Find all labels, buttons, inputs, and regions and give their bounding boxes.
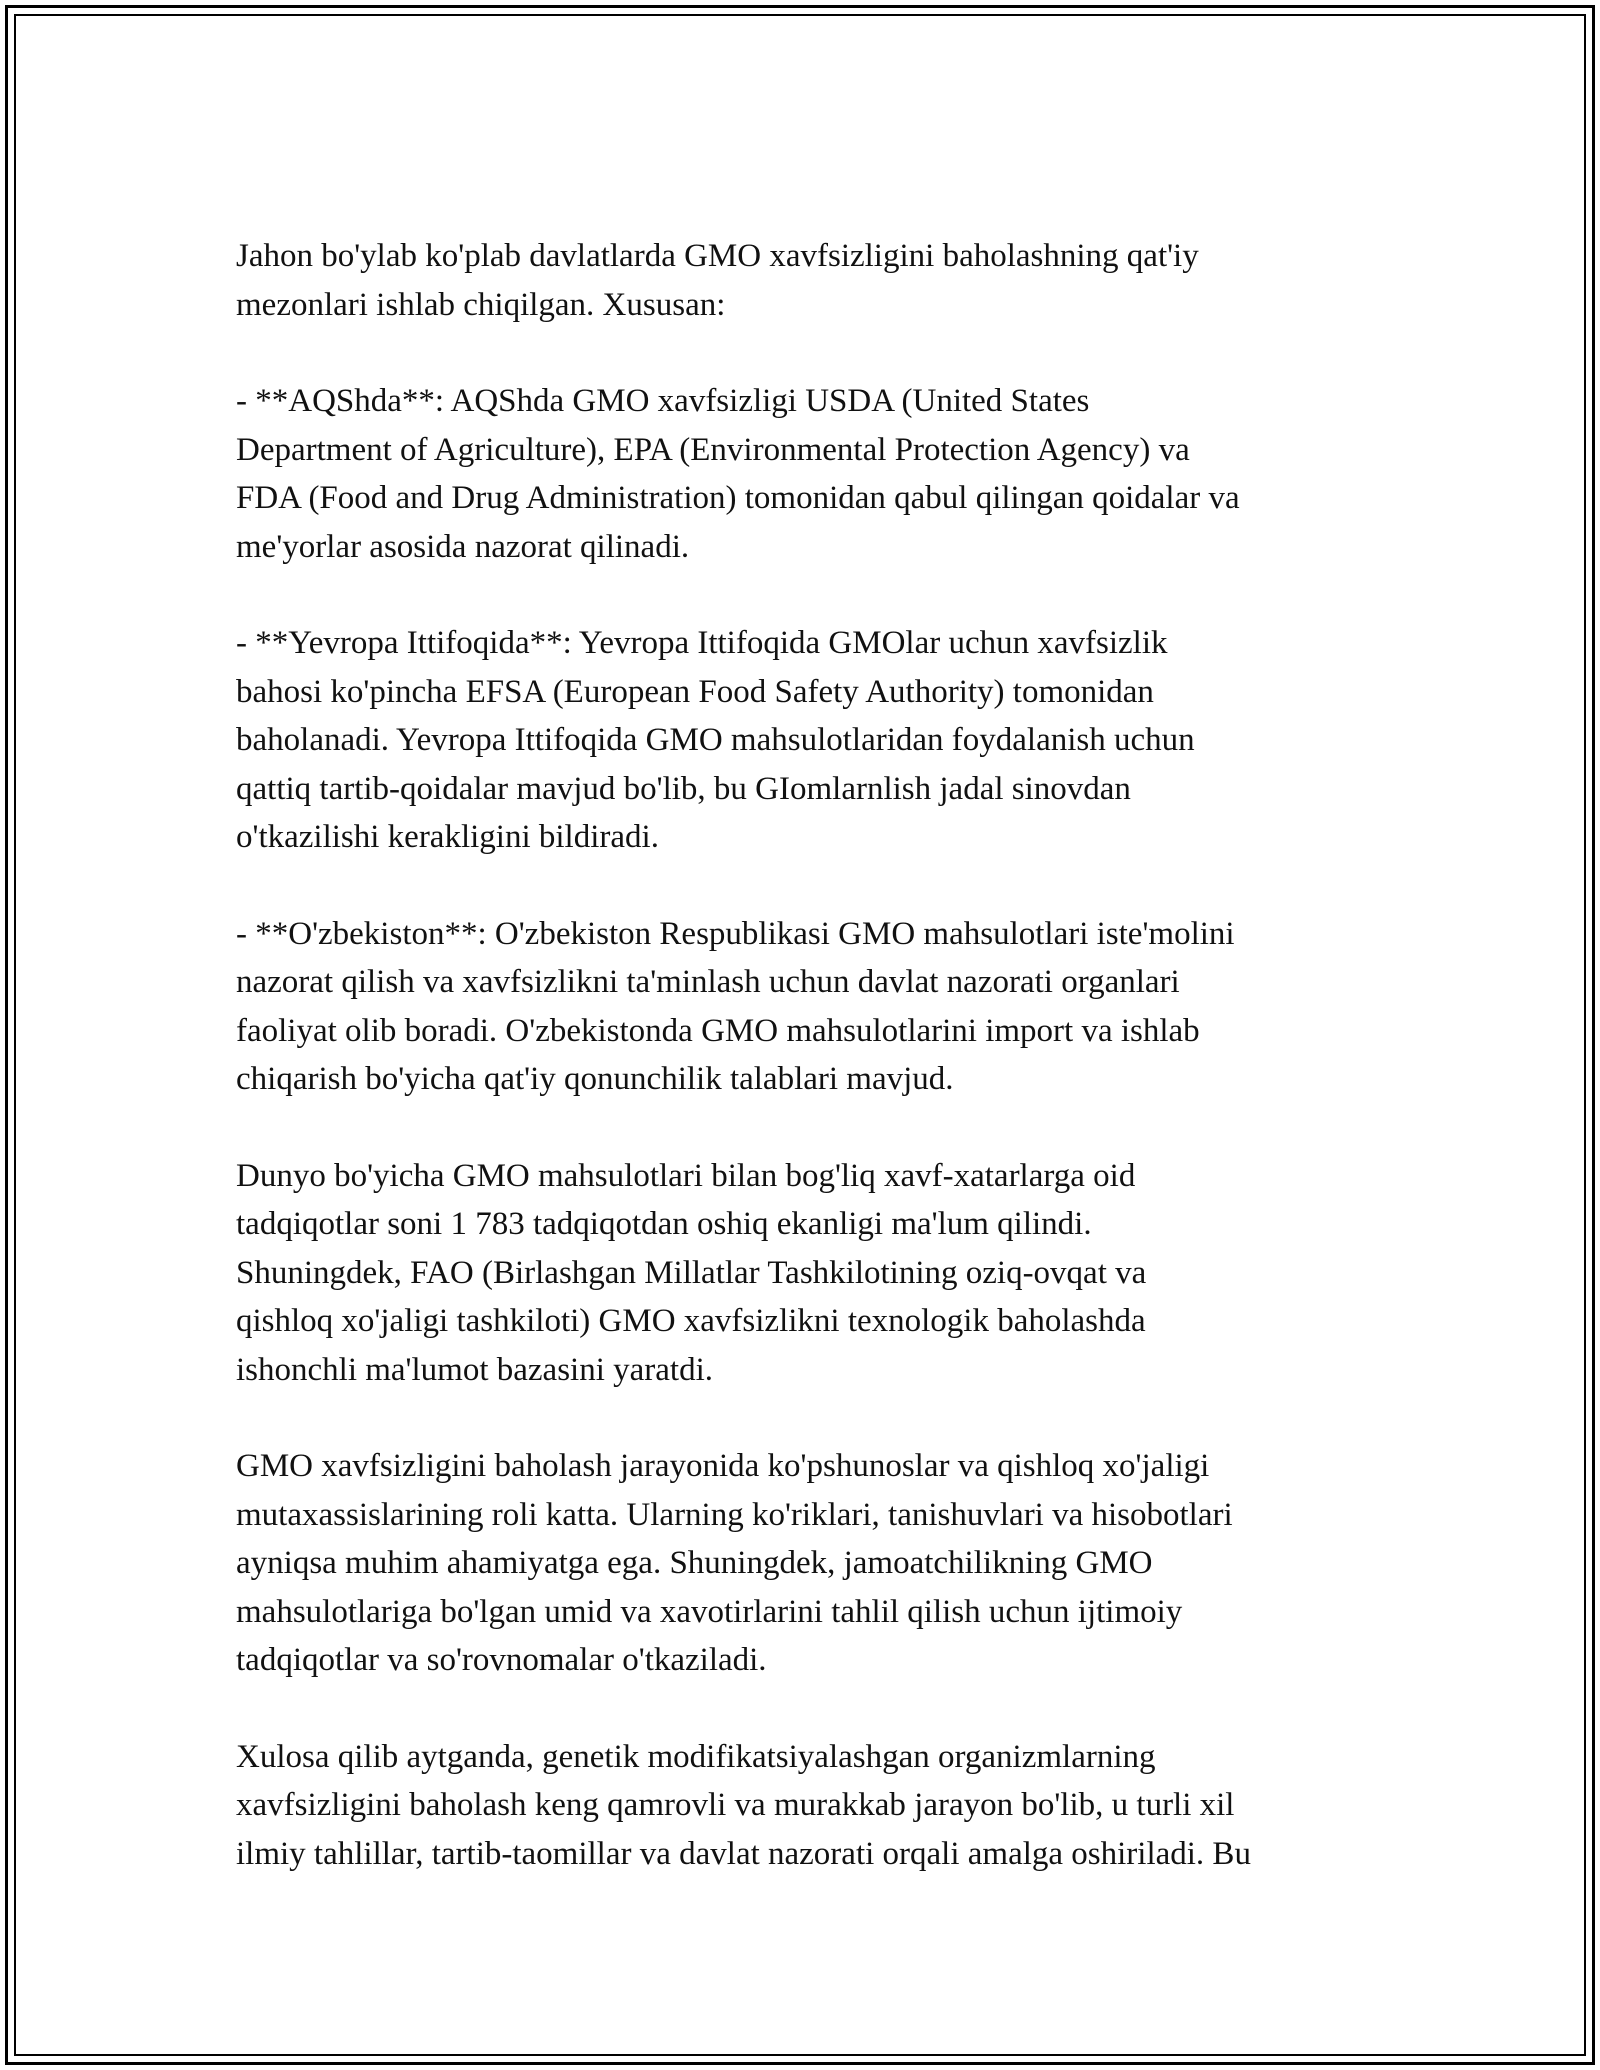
text-line: GMO xavfsizligini baholash jarayonida ko'pshunoslar va qishloq xo'jaligi [236,1448,1210,1484]
text-line: ilmiy tahlillar, tartib-taomillar va davlat nazorati orqali amalga oshiriladi. Bu [236,1835,1251,1872]
text-line: faoliyat olib boradi. O'zbekistonda GMO mahsulotlarini import va ishlab [236,1012,1200,1049]
uzbekistan-paragraph [236,910,1376,1104]
text-line: chiqarish bo'yicha qat'iy qonunchilik talablari mavjud. [236,1061,954,1097]
text-line: Department of Agriculture), EPA (Environmental Protection Agency) va [236,431,1190,468]
text-line: o'tkazilishi kerakligini bildiradi. [236,819,659,855]
experts-paragraph [236,1442,1376,1685]
text-line: FDA (Food and Drug Administration) tomonidan qabul qilingan qoidalar va [236,480,1240,516]
text-line: nazorat qilish va xavfsizlikni ta'minlash uchun davlat nazorati organlari [236,964,1180,1000]
text-line: - **AQShda**: AQShda GMO xavfsizligi USDA (United States [236,383,1090,419]
text-line: Jahon bo'ylab ko'plab davlatlarda GMO xavfsizligini baholashning qat'iy [236,238,1199,274]
text-line: Shuningdek, FAO (Birlashgan Millatlar Tashkilotining oziq-ovqat va [236,1254,1147,1291]
intro-paragraph [236,232,1376,329]
text-line: mezonlari ishlab chiqilgan. Xususan: [236,286,726,323]
text-line: ishonchli ma'lumot bazasini yaratdi. [236,1351,714,1388]
text-line: xavfsizligini baholash keng qamrovli va murakkab jarayon bo'lib, u turli xil [236,1787,1235,1823]
text-line: mutaxassislarining roli katta. Ularning ko'riklari, tanishuvlari va hisobotlari [236,1496,1233,1533]
text-line: - **O'zbekiston**: O'zbekiston Respublikasi GMO mahsulotlari iste'molini [236,915,1235,952]
eu-paragraph [236,619,1376,862]
research-paragraph [236,1152,1376,1395]
text-line: - **Yevropa Ittifoqida**: Yevropa Ittifoqida GMOlar uchun xavfsizlik [236,625,1168,661]
text-line: tadqiqotlar soni 1 783 tadqiqotdan oshiq ekanligi ma'lum qilindi. [236,1206,1092,1242]
text-line: mahsulotlariga bo'lgan umid va xavotirlarini tahlil qilish uchun ijtimoiy [236,1593,1183,1630]
text-line: Dunyo bo'yicha GMO mahsulotlari bilan bog'liq xavf-xatarlarga oid [236,1157,1136,1194]
text-line: qishloq xo'jaligi tashkiloti) GMO xavfsizlikni texnologik baholashda [236,1303,1146,1339]
text-line: baholanadi. Yevropa Ittifoqida GMO mahsulotlaridan foydalanish uchun [236,722,1195,758]
conclusion-paragraph [236,1733,1376,1879]
text-line: bahosi ko'pincha EFSA (European Food Safety Authority) tomonidan [236,673,1154,710]
text-line: Xulosa qilib aytganda, genetik modifikatsiyalashgan organizmlarning [236,1738,1156,1775]
document-body [236,232,1376,1926]
text-line: ayniqsa muhim ahamiyatga ega. Shuningdek, jamoatchilikning GMO [236,1545,1153,1581]
text-line: qattiq tartib-qoidalar mavjud bo'lib, bu GIomlarnlish jadal sinovdan [236,770,1131,807]
usa-paragraph [236,377,1376,571]
text-line: me'yorlar asosida nazorat qilinadi. [236,528,690,565]
text-line: tadqiqotlar va so'rovnomalar o'tkaziladi. [236,1642,767,1678]
